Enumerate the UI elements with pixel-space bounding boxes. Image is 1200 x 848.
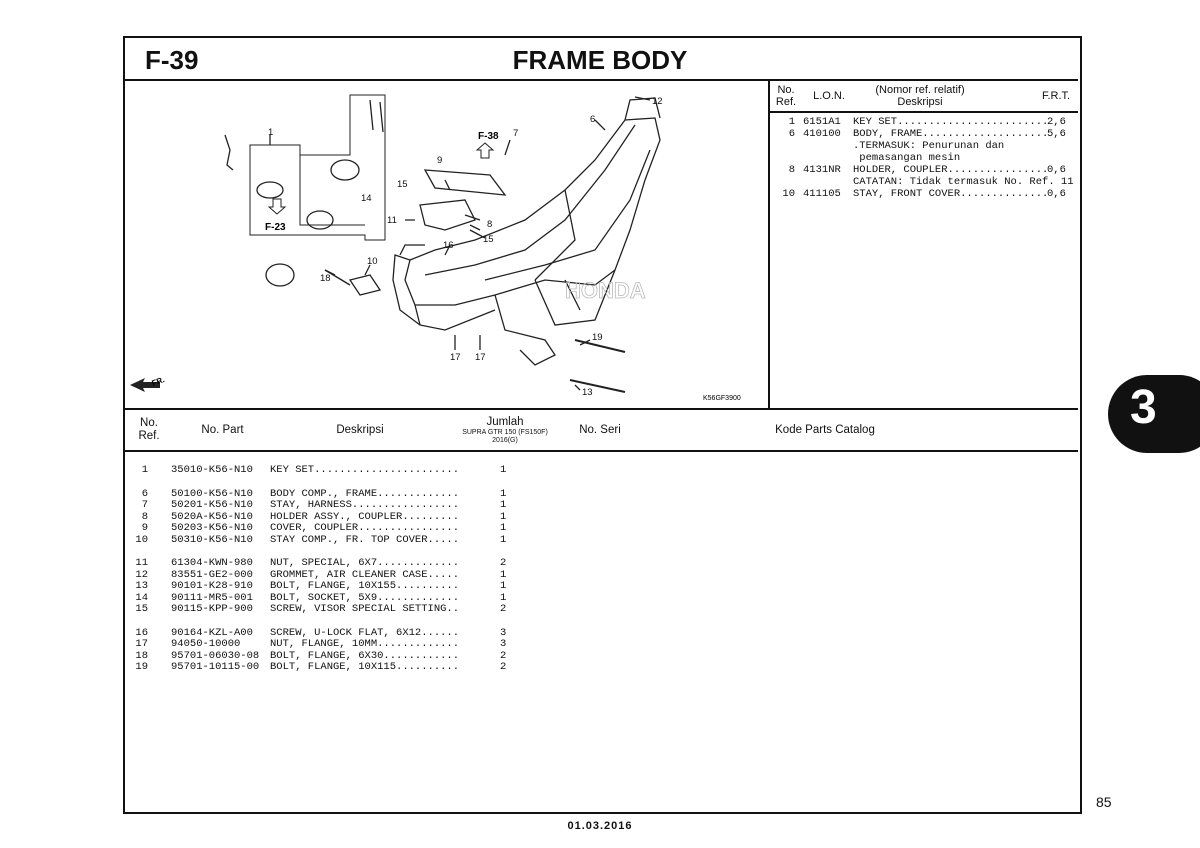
callout: 18 — [320, 273, 331, 284]
callout: 8 — [487, 219, 493, 230]
callout: 12 — [652, 96, 663, 107]
parts-col-desc: Deskripsi — [336, 424, 384, 436]
parts-col-serial: No. Seri — [579, 424, 621, 436]
callout: 15 — [397, 179, 408, 190]
qty-model: SUPRA GTR 150 (FS150F) — [462, 429, 548, 436]
ref-table-header-line — [769, 111, 1078, 113]
diagram-divider — [768, 80, 770, 408]
f38-arrow — [477, 143, 493, 158]
callout: 16 — [443, 240, 454, 251]
callout: 19 — [592, 332, 603, 343]
callout: 17 — [450, 352, 461, 363]
parts-col-catalog: Kode Parts Catalog — [775, 424, 875, 436]
f23-arrow — [269, 199, 285, 214]
parts-col-part: No. Part — [201, 424, 244, 436]
callout: 15 — [483, 234, 494, 245]
parts-header-line — [125, 450, 1078, 452]
figure-code: F-39 — [145, 45, 199, 75]
qty-label: Jumlah — [486, 416, 524, 428]
ref-col-frt: F.R.T. — [1041, 90, 1071, 102]
callout: 13 — [582, 387, 593, 398]
parts-col-no: No. Ref. — [138, 417, 160, 442]
image-code: K56GF3900 — [703, 395, 741, 402]
callout: 11 — [387, 215, 397, 226]
callout: 7 — [513, 128, 519, 139]
callout: 17 — [475, 352, 486, 363]
section-number: 3 — [1130, 381, 1157, 434]
callout: 14 — [361, 193, 372, 204]
qty-year: 2016(G) — [492, 437, 518, 444]
direction-label: FR. — [150, 375, 166, 388]
callout: 6 — [590, 114, 596, 125]
ref-col-lon: L.O.N. — [813, 90, 845, 102]
ref-col-no: No. Ref. — [775, 84, 797, 108]
callout: 1 — [268, 127, 274, 138]
parts-col-qty — [460, 416, 550, 445]
exploded-diagram — [125, 80, 768, 408]
ref-label-f38: F-38 — [478, 131, 499, 142]
callout: 9 — [437, 155, 443, 166]
callout: 10 — [367, 256, 378, 267]
page-title: FRAME BODY — [512, 45, 688, 75]
ref-col-desc: (Nomor ref. relatif) Deskripsi — [875, 84, 965, 108]
diagram-bottom-line — [125, 408, 1078, 410]
brand-watermark: HONDA — [565, 278, 646, 303]
page-number: 85 — [1096, 794, 1112, 810]
print-date: 01.03.2016 — [567, 820, 633, 832]
ref-label-f23: F-23 — [265, 222, 286, 233]
